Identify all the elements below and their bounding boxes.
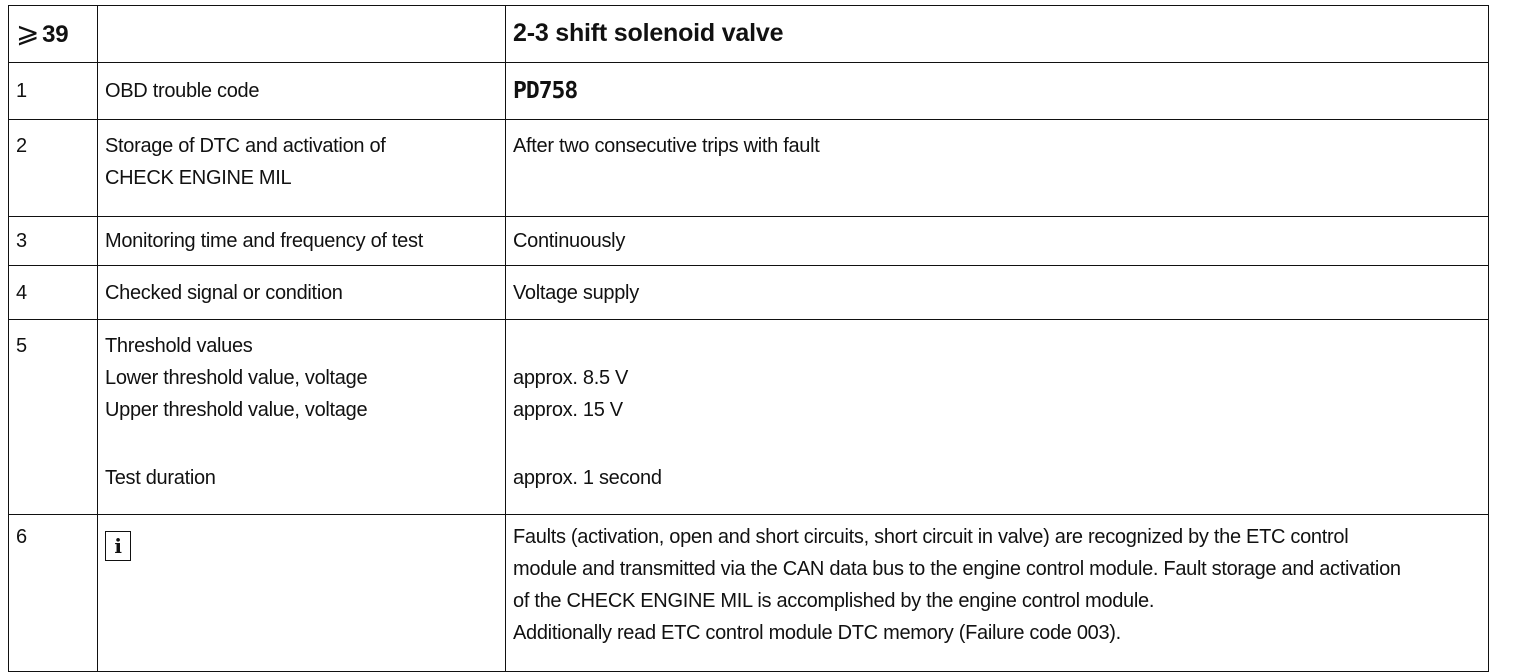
- row-number: 4: [9, 266, 98, 320]
- row-label: Threshold values Lower threshold value, voltage Upper threshold value, voltage Test duration: [98, 320, 506, 515]
- lower-threshold-value: approx. 8.5 V: [513, 367, 629, 389]
- row-label: OBD trouble code: [98, 63, 506, 120]
- row-value: After two consecutive trips with fault: [506, 120, 1489, 217]
- row-number: 2: [9, 120, 98, 217]
- title-cell: [506, 6, 1489, 63]
- test-duration-value: approx. 1 second: [513, 467, 662, 489]
- row-value: Faults (activation, open and short circuits, short circuit in valve) are recognized by the ETC control module and transmitted via the CAN data bus to the engine control module. Fault storage and activation of the CHECK ENGINE MIL is accomplished by the engine control module. Additionally read ETC control module DTC memory (Failure code 003).: [506, 515, 1489, 672]
- upper-threshold-value: approx. 15 V: [513, 399, 623, 421]
- table-row: [9, 266, 1489, 320]
- row-label: Monitoring time and frequency of test: [98, 217, 506, 266]
- row-value: [506, 320, 1489, 515]
- row-number: 3: [9, 217, 98, 266]
- table-row: [9, 63, 1489, 120]
- greater-equal-icon: ⩾: [16, 16, 40, 48]
- section-number: 39: [42, 20, 69, 48]
- row-number: 1: [9, 63, 98, 120]
- header-empty-cell: [98, 6, 506, 63]
- threshold-heading: Threshold values: [105, 335, 253, 357]
- row-label: [98, 515, 506, 672]
- page-title: 2-3 shift solenoid valve: [513, 19, 784, 47]
- row-label: Storage of DTC and activation of CHECK ENGINE MIL: [98, 120, 506, 217]
- table-row: [9, 120, 1489, 217]
- row-label: Checked signal or condition: [98, 266, 506, 320]
- table-row: [9, 515, 1489, 672]
- row-value: Continuously: [506, 217, 1489, 266]
- section-number-cell: [9, 6, 98, 63]
- dtc-table: [8, 5, 1489, 672]
- table-row: [9, 217, 1489, 266]
- row-value: Voltage supply: [506, 266, 1489, 320]
- row-number: 5: [9, 320, 98, 515]
- table-row: [9, 320, 1489, 515]
- row-number: 6: [9, 515, 98, 672]
- info-icon: i: [105, 531, 131, 561]
- table-header-row: [9, 6, 1489, 63]
- row-value: [506, 63, 1489, 120]
- obd-code-value: PD758: [513, 78, 578, 104]
